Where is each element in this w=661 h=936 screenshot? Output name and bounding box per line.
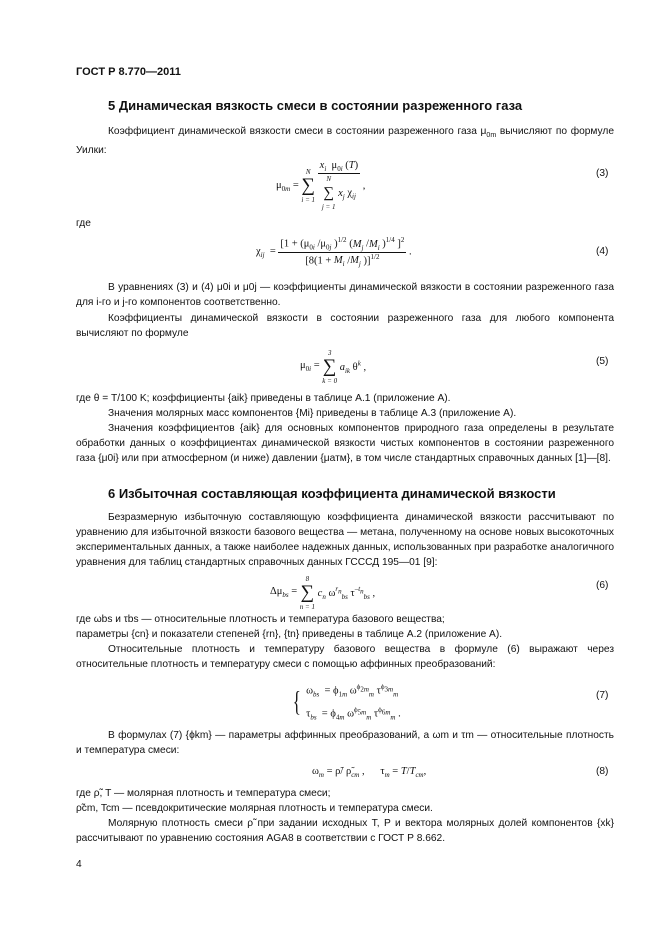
section-6-paragraph-4: В формулах (7) {ϕkm} — параметры аффинных преобразований, а ωm и τm — относительные плотность и температура смеси: [76, 730, 614, 756]
equation-3: $\mu_{0m}$ = N ∑ i = 1 $x_i$ $\mu_{0i}$ (T) N ∑ j = 1 $x_j$ $\chi_{ij}$ , [276, 160, 366, 212]
section-5-paragraph-6: Значения коэффициентов {aik} для основных компонентов природного газа определены в результате обработки данных о коэффициентах динамической вязкости чистых компонентов в состоянии разреженного газа {μ0i} или при атмосферном (и ниже) давлении {μатм}, в том числе стандартных справочных данных [1]—[8]. [76, 423, 614, 464]
equation-4: $\chi_{ij}$ = $\frac{[1 + (\mu_{0i} /\mu_{0j} )^{1/2} (M_j /M_i )^{1/4} ]^2}{[8(1 + M_i /M_j )]^{1/2}}$ . [256, 236, 412, 269]
equation-3-number: (3) [596, 168, 609, 179]
equation-5-number: (5) [596, 356, 609, 367]
page-number: 4 [76, 859, 82, 870]
section-5-paragraph-3: Коэффициенты динамической вязкости в состоянии разреженного газа для любого компонента вычисляют по формуле [76, 313, 614, 339]
section-6-paragraph-6: Молярную плотность смеси ρ̃ при задании исходных T, P и вектора молярных долей компонентов {xk} рассчитывают по уравнению состояния AGA8 в соответствии с ГОСТ Р 8.662. [76, 818, 614, 844]
document-header: ГОСТ Р 8.770—2011 [76, 66, 181, 78]
section-6-paragraph-1: Безразмерную избыточную составляющую коэффициента динамической вязкости рассчитывают по уравнению для избыточной вязкости базового вещества — метана, полученному на основе новых высокоточных экспериментальных данных, а также наиболее надежных данных, использованных при разработке аналогичного уравнения для таблиц стандартных справочных данных ГСССД 195—01 [9]: [76, 512, 614, 568]
p1-sub: 0m [486, 132, 497, 140]
section-6-title: 6 Избыточная составляющая коэффициента динамической вязкости [108, 486, 556, 501]
section-5-paragraph-1 [76, 124, 614, 158]
p1-text-b: вычисляют по формуле Уилки: [76, 126, 615, 157]
section-5-title: 5 Динамическая вязкость смеси в состоянии разреженного газа [108, 98, 523, 113]
section-6-paragraph-5b: ρ̃cm, Tcm — псевдокритические молярная плотность и температура смеси. [76, 803, 433, 814]
section-5-paragraph-2: В уравнениях (3) и (4) μ0i и μ0j — коэффициенты динамической вязкости в состоянии разреженного газа для i-го и j-го компонентов соответственно. [76, 282, 614, 308]
where-label: где [76, 218, 91, 229]
equation-5: $\mu_{0i}$ = 3 ∑ k = 0 $a_{ik}$ $\theta^k$ , [300, 349, 367, 385]
equation-7-number: (7) [596, 690, 609, 701]
section-6-paragraph-2a: где ωbs и τbs — относительные плотность и температура базового вещества; [76, 614, 445, 625]
section-5-paragraph-5: Значения молярных масс компонентов {Mi} приведены в таблице А.3 (приложение А). [108, 408, 517, 419]
section-6-paragraph-2b: параметры {cn} и показатели степеней {rn}, {tn} приведены в таблице А.2 (приложение А). [76, 629, 503, 640]
p1-text-a: Коэффициент динамической вязкости смеси в состоянии разреженного газа μ [108, 126, 487, 137]
equation-8-number: (8) [596, 766, 609, 777]
equation-8: $\omega_m$ = ρ̃/ $\rhõ_{cm}$ , $\tau_m = T/T_{cm}$, [312, 766, 427, 780]
equation-6: $\Delta\mu_{bs}$ = 8 ∑ n = 1 $c_n$ $\omega^{r_n}_{bs}$ $\tau^{-t_n}_{bs}$ , [270, 575, 376, 611]
section-6-paragraph-5a: где ρ̃, T — молярная плотность и температура смеси; [76, 788, 331, 799]
section-6-paragraph-3: Относительные плотность и температуру базового вещества в формуле (6) выражают через относительные плотность и температуру смеси с помощью аффинных преобразований: [76, 644, 614, 670]
equation-7: { $\omega_{bs} = \phi_{1m}$ $\omega^{\phi_{2m}}_m$ $\tau^{\phi_{3m}}_m$ $\tau_{bs} = \phi_{4m}$ $\omega^{\phi_{5m}}_m$ $\tau^{\phi_{6m}}_m$ . [292, 683, 401, 722]
section-5-paragraph-4: где θ = T/100 K; коэффициенты {aik} приведены в таблице А.1 (приложение А). [76, 393, 451, 404]
equation-6-number: (6) [596, 580, 609, 591]
equation-4-number: (4) [596, 246, 609, 257]
